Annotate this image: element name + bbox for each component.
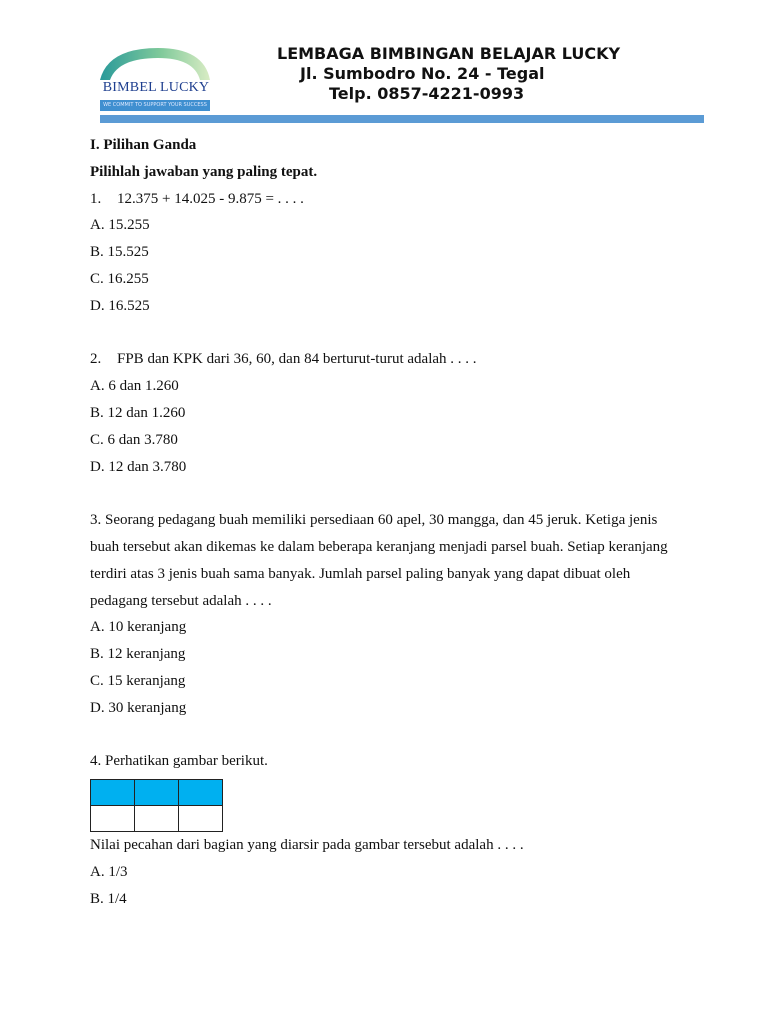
question-2-option-b: B. 12 dan 1.260 bbox=[90, 404, 186, 421]
question-3 bbox=[90, 507, 690, 721]
figure-cell-shaded bbox=[179, 780, 223, 806]
institution-phone: Telp. 0857-4221-0993 bbox=[329, 84, 525, 103]
spacer bbox=[90, 320, 690, 347]
header-divider bbox=[100, 115, 704, 123]
question-1-option-c: C. 16.255 bbox=[90, 270, 149, 287]
question-1 bbox=[90, 186, 690, 320]
figure-cell-empty bbox=[91, 806, 135, 832]
question-3-option-b: B. 12 keranjang bbox=[90, 646, 186, 663]
bimbel-lucky-logo bbox=[96, 44, 214, 114]
figure-cell-shaded bbox=[135, 780, 179, 806]
figure-cell-shaded bbox=[91, 780, 135, 806]
spacer bbox=[90, 722, 690, 749]
fraction-figure bbox=[90, 779, 223, 832]
question-2 bbox=[90, 346, 690, 480]
question-2-stem bbox=[90, 346, 690, 373]
document-header bbox=[0, 0, 768, 130]
question-3-option-a: A. 10 keranjang bbox=[90, 619, 187, 636]
question-2-option-a: A. 6 dan 1.260 bbox=[90, 378, 179, 395]
question-1-option-b: B. 15.525 bbox=[90, 244, 149, 261]
question-3-text-line: 3. Seorang pedagang buah memiliki persediaan 60 apel, 30 mangga, dan 45 jeruk. Ketiga jenis bbox=[90, 512, 658, 529]
logo-tagline: WE COMMIT TO SUPPORT YOUR SUCCESS bbox=[100, 100, 210, 111]
exam-content bbox=[90, 132, 690, 913]
figure-cell-empty bbox=[179, 806, 223, 832]
question-4-text: 4. Perhatikan gambar berikut. bbox=[90, 753, 268, 770]
question-1-stem bbox=[90, 186, 690, 213]
figure-row bbox=[91, 806, 223, 832]
question-1-option-d: D. 16.525 bbox=[90, 297, 150, 314]
question-3-text-line: buah tersebut akan dikemas ke dalam beberapa keranjang menjadi parsel buah. Setiap keranjang bbox=[90, 538, 668, 555]
question-1-text: 12.375 + 14.025 - 9.875 = . . . . bbox=[117, 190, 304, 207]
question-4-option-b: B. 1/4 bbox=[90, 890, 127, 907]
question-2-option-d: D. 12 dan 3.780 bbox=[90, 458, 187, 475]
institution-heading bbox=[215, 44, 695, 104]
figure-cell-empty bbox=[135, 806, 179, 832]
question-1-option-a: A. 15.255 bbox=[90, 217, 150, 234]
question-3-text-line: terdiri atas 3 jenis buah sama banyak. Jumlah parsel paling banyak yang dapat dibuat oleh bbox=[90, 565, 631, 582]
institution-address: Jl. Sumbodro No. 24 - Tegal bbox=[300, 64, 545, 83]
question-3-option-d: D. 30 keranjang bbox=[90, 699, 187, 716]
question-3-text-line: pedagang tersebut adalah . . . . bbox=[90, 592, 272, 609]
question-4-option-a: A. 1/3 bbox=[90, 863, 128, 880]
spacer bbox=[90, 480, 690, 507]
question-2-option-c: C. 6 dan 3.780 bbox=[90, 431, 178, 448]
logo-name: BIMBEL LUCKY bbox=[102, 80, 210, 95]
question-2-text: FPB dan KPK dari 36, 60, dan 84 berturut-turut adalah . . . . bbox=[117, 351, 477, 368]
question-4 bbox=[90, 748, 690, 912]
question-2-number: 2. bbox=[90, 351, 102, 368]
figure-row bbox=[91, 780, 223, 806]
question-3-option-c: C. 15 keranjang bbox=[90, 672, 186, 689]
section-title: I. Pilihan Ganda bbox=[90, 137, 197, 153]
question-4-question: Nilai pecahan dari bagian yang diarsir pada gambar tersebut adalah . . . . bbox=[90, 837, 524, 854]
question-1-number: 1. bbox=[90, 190, 102, 207]
institution-title: LEMBAGA BIMBINGAN BELAJAR LUCKY bbox=[277, 44, 621, 63]
section-instruction: Pilihlah jawaban yang paling tepat. bbox=[90, 163, 318, 180]
